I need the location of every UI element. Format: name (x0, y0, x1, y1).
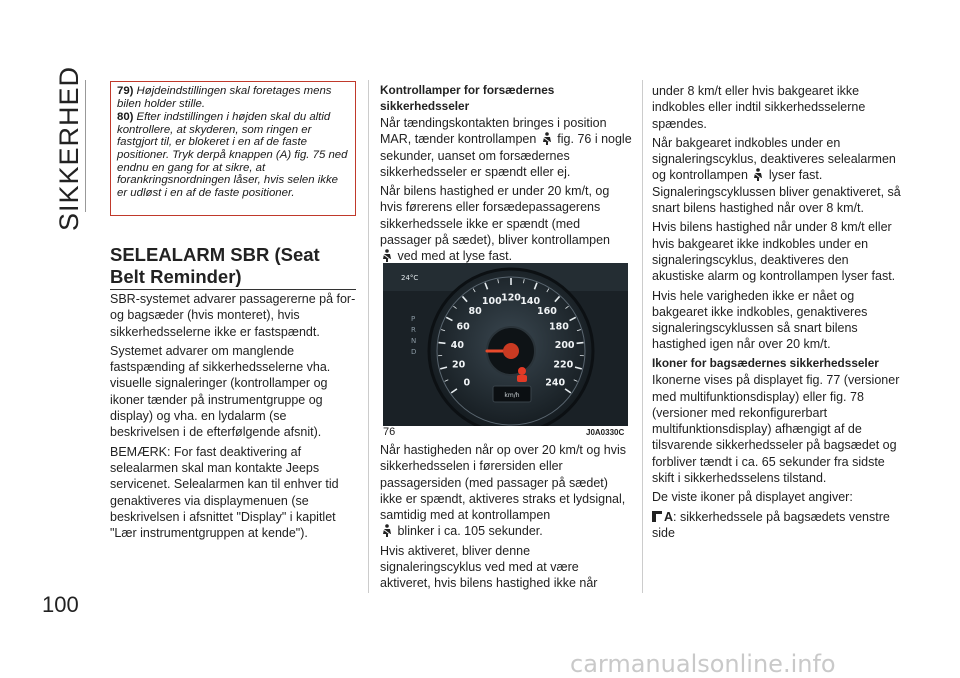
paragraph (652, 135, 904, 216)
seatbelt-warning-icon (382, 524, 392, 537)
column-2-text (380, 83, 632, 268)
gear-indicator: N (411, 337, 417, 345)
text-run: Når tændingskontakten bringes i position MAR, tænder kontrollampen (380, 116, 607, 147)
key-marker-icon (652, 510, 662, 521)
chapter-divider (85, 80, 86, 212)
paragraph: Hvis hele varigheden ikke er nået og bakgearet ikke indkobles, genaktiveres signaleringscyklussen så snart bilens hastighed igen når over 20 km/t. (652, 288, 868, 352)
temperature-readout: 24°C (401, 274, 419, 282)
text-run: Når bakgearet indkobles under en signaleringscyklus, deaktiveres selealarmen og kontrollampen (652, 135, 896, 183)
gauge-tick-label: 0 (463, 377, 471, 389)
paragraph (380, 115, 632, 180)
text-run: blinker i ca. 105 sekunder. (397, 524, 543, 539)
gauge-tick-label: 100 (481, 296, 502, 308)
paragraph (652, 509, 904, 542)
paragraph (380, 442, 632, 540)
column-3-text (652, 83, 904, 541)
item-key: A (664, 509, 674, 524)
seatbelt-warning-icon (382, 249, 392, 262)
gear-indicator: R (411, 326, 416, 334)
instrument-cluster-figure (383, 263, 628, 426)
gauge-tick-label: 60 (456, 321, 470, 333)
text-run: Når hastigheden når op over 20 km/t og hvis sikkerhedsselen i førersiden eller passagersiden (med passager på sædet) ikke er spændt, aktiveres straks et lydsignal, samtidig med at kontrollampen (380, 443, 626, 523)
paragraph: Hvis aktiveret, bliver denne signaleringscyklus ved med at være aktiveret, hvis bilens hastighed ikke når (380, 543, 598, 591)
note-79 (117, 85, 349, 110)
gauge-tick (438, 343, 445, 344)
paragraph: De viste ikoner på displayet angiver: (652, 490, 853, 505)
chapter-title-text: SIKKERHED (54, 65, 85, 231)
text-run: Når bilens hastighed er under 20 km/t, og hvis førerens eller forsædepassagerens sikkerhedssele ikke er spændt (med passager på sædet), bliver kontrollampen (380, 184, 610, 248)
text-run: ved med at lyse fast. (397, 249, 513, 264)
figure-number: 76 (383, 426, 396, 438)
gauge-tick (577, 343, 584, 344)
seatbelt-warning-icon (753, 168, 763, 181)
chapter-title (52, 65, 88, 231)
note-number: 80) (117, 111, 134, 124)
subheading: Ikoner for bagsædernes sikkerhedsseler (652, 355, 879, 370)
subheading: Kontrollamper for forsædernes sikkerhedsseler (380, 83, 555, 113)
seatbelt-warning-icon (542, 132, 552, 145)
note-number: 79) (117, 85, 134, 97)
paragraph: Hvis bilens hastighed når under 8 km/t eller hvis bakgearet ikke indkobles under en signaleringscyklus, deaktiveres den akustiske alarm og kontrollampen lyser fast. (652, 220, 896, 284)
speed-unit-label: km/h (504, 392, 520, 399)
gauge-tick-label: 140 (520, 296, 541, 308)
page-number: 100 (42, 592, 79, 617)
section-heading: SELEALARM SBR (Seat Belt Reminder) (110, 244, 356, 290)
column-divider (368, 80, 369, 593)
paragraph (380, 183, 632, 264)
gauge-tick-label: 240 (545, 377, 566, 389)
gauge-tick-label: 40 (450, 340, 464, 352)
figure-code: J0A0330C (586, 428, 625, 437)
speedometer-illustration (383, 263, 628, 426)
column-1-text (110, 291, 358, 544)
gauge-tick-label: 180 (548, 321, 569, 333)
text-run: lyser fast. Signaleringscyklussen bliver genaktiveret, så snart bilens hastighed når over 8 km/t. (652, 168, 901, 216)
paragraph: BEMÆRK: For fast deaktivering af selealarmen skal man kontakte Jeeps servicenet. Selealarmen kan til enhver tid genaktiveres via displaymenuen (se beskrivelsen i afsnittet "Display" i kapitlet "Lær instrumentgruppen at kende"). (110, 444, 339, 541)
gauge-tick-label: 220 (553, 359, 574, 371)
column-2-lower-text (380, 442, 632, 595)
paragraph: under 8 km/t eller hvis bakgearet ikke indkobles eller indtil sikkerhedsselerne spændes. (652, 84, 866, 131)
watermark: carmanualsonline.info (570, 650, 836, 678)
gauge-tick-label: 80 (468, 306, 482, 318)
gauge-tick-label: 20 (452, 359, 466, 371)
text-run: fig. 76 i nogle sekunder, uanset om forsædernes sikkerhedsseler er spændt eller ej. (380, 132, 632, 179)
gear-indicator: D (411, 348, 417, 356)
note-text: Højdeindstillingen skal foretages mens bilen holder stille. (117, 85, 332, 110)
note-text: Efter indstillingen i højden skal du altid kontrollere, at skyderen, som ringen er fastgjort til, er blokeret i en af de faste positioner. Tryk derpå knappen (A) fig. 75 ned endnu en gang for at sikre, at forankringsnordningen låser, hvis selen ikke er udløst i en af de faste positioner. (117, 111, 348, 199)
gauge-tick-label: 160 (536, 306, 557, 318)
note-80 (117, 111, 349, 199)
gear-indicator: P (411, 315, 416, 323)
warning-notes-box (110, 81, 356, 216)
paragraph: SBR-systemet advarer passagererne på for- og bagsæder (hvis monteret), hvis sikkerhedsselerne ikke er fastspændt. (110, 292, 356, 339)
paragraph: Systemet advarer om manglende fastspænding af sikkerhedsselerne vha. visuelle signaleringer (kontrollamper og ikoner tænder på instrumentgruppe og display) og vha. en lydalarm (se beskrivelsen i de efterfølgende afsnit). (110, 343, 331, 440)
text-run: : sikkerhedssele på bagsædets venstre side (652, 509, 890, 540)
column-divider (642, 80, 643, 593)
paragraph: Ikonerne vises på displayet fig. 77 (versioner med multifunktionsdisplay) eller fig. 78 (versioner med rekonfigurerbart multifunktionsdisplay) afhængigt af de tilsvarende sikkerhedsseler på bagsædet og forbliver tændt i ca. 65 sekunder fra sidste skift i sikkerhedsselens tilstand. (652, 373, 900, 486)
gauge-tick-label: 200 (554, 340, 575, 352)
gauge-tick-label: 120 (501, 292, 521, 304)
